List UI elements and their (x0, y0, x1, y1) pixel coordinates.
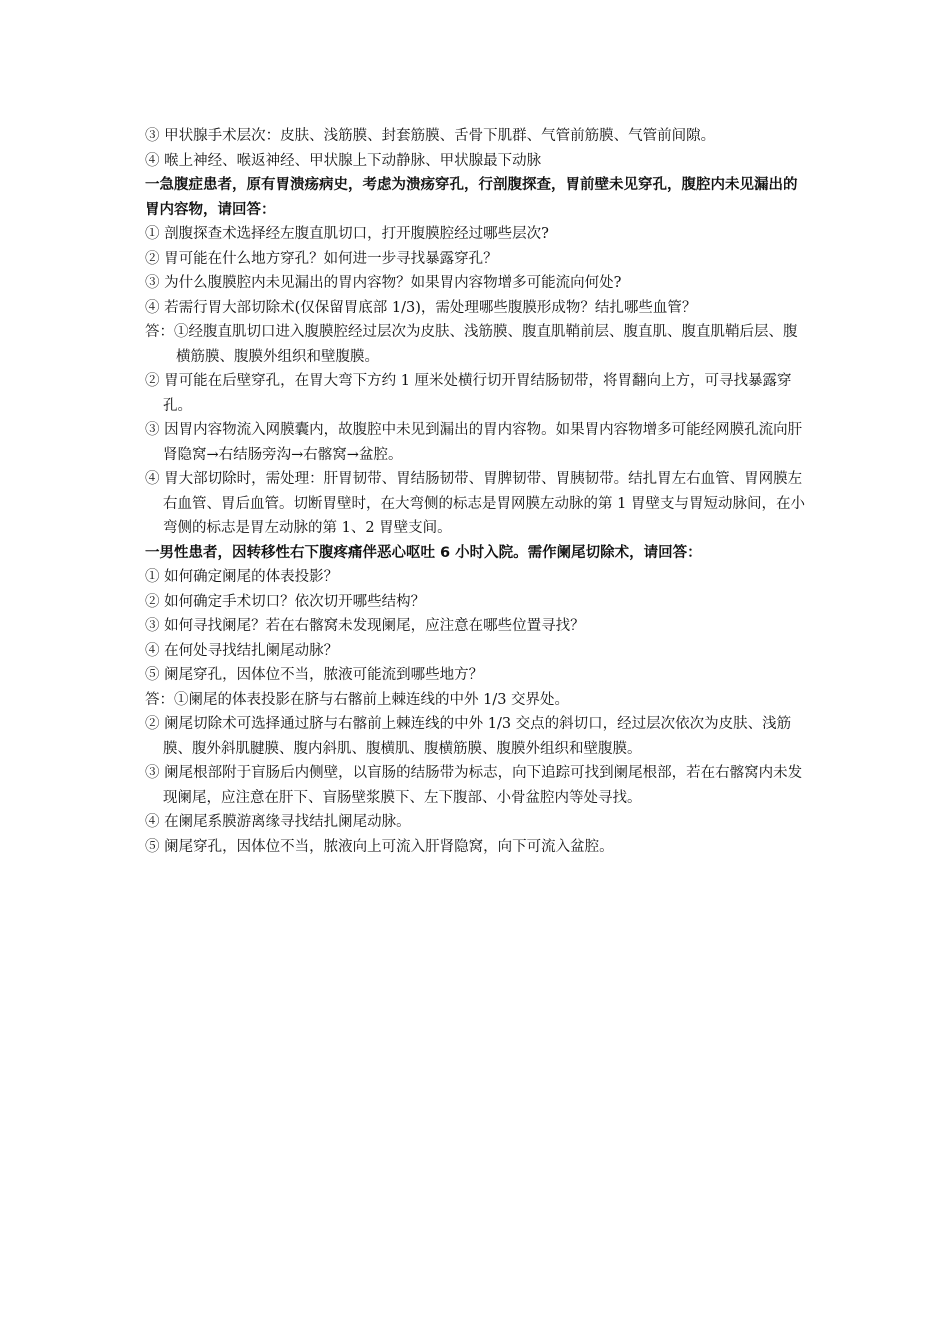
case1-question-2: ② 胃可能在什么地方穿孔？如何进一步寻找暴露穿孔？ (145, 250, 498, 267)
case2-answer-5: ⑤ 阑尾穿孔，因体位不当，脓液向上可流入肝肾隐窝，向下可流入盆腔。 (145, 838, 614, 855)
case2-answer-4: ④ 在阑尾系膜游离缘寻找结扎阑尾动脉。 (145, 814, 411, 830)
intro-item-3: ③ 甲状腺手术层次：皮肤、浅筋膜、封套筋膜、舌骨下肌群、气管前筋膜、气管前间隙。 (145, 128, 716, 144)
case1-answer-1: 答：①经腹直肌切口进入腹膜腔经过层次为皮肤、浅筋膜、腹直肌鞘前层、腹直肌、腹直肌鞘后层、腹横筋膜、腹膜外组织和壁腹膜。 (145, 324, 798, 365)
case1-question-3: ③ 为什么腹膜腔内未见漏出的胃内容物？如果胃内容物增多可能流向何处? (145, 275, 622, 291)
case1-answer-4: ④ 胃大部切除时，需处理：肝胃韧带、胃结肠韧带、胃脾韧带、胃胰韧带。结扎胃左右血管、胃网膜左右血管、胃后血管。切断胃壁时，在大弯侧的标志是胃网膜左动脉的第 1 胃壁支与胃短动脉间，在小弯侧的标志是胃左动脉的第 1、2 胃壁支间。 (145, 471, 805, 536)
case1-question-1: ① 剖腹探查术选择经左腹直肌切口，打开腹膜腔经过哪些层次? (145, 226, 549, 242)
document-page (145, 124, 810, 859)
case2-question-2: ② 如何确定手术切口？依次切开哪些结构？ (145, 593, 426, 610)
case1-question-4: ④ 若需行胃大部切除术(仅保留胃底部 1/3)，需处理哪些腹膜形成物？结扎哪些血管？ (145, 299, 697, 316)
case2-question-3: ③ 如何寻找阑尾？若在右髂窝未发现阑尾，应注意在哪些位置寻找？ (145, 618, 585, 634)
case2-question-1: ① 如何确定阑尾的体表投影？ (145, 569, 339, 585)
intro-item-4: ④ 喉上神经、喉返神经、甲状腺上下动静脉、甲状腺最下动脉 (145, 152, 542, 169)
case2-title: 一男性患者，因转移性右下腹疼痛伴恶心呕吐 6 小时入院。需作阑尾切除术，请回答： (145, 544, 702, 561)
case1-answer-2: ② 胃可能在后壁穿孔，在胃大弯下方约 1 厘米处横行切开胃结肠韧带，将胃翻向上方，可寻找暴露穿孔。 (145, 373, 792, 414)
case1-title: 一急腹症患者，原有胃溃疡病史，考虑为溃疡穿孔，行剖腹探查，胃前壁未见穿孔，腹腔内未见漏出的胃内容物，请回答： (145, 177, 798, 218)
case2-question-5: ⑤ 阑尾穿孔，因体位不当，脓液可能流到哪些地方？ (145, 667, 484, 683)
case1-answer-3: ③ 因胃内容物流入网膜囊内，故腹腔中未见到漏出的胃内容物。如果胃内容物增多可能经网膜孔流向肝肾隐窝→右结肠旁沟→右髂窝→盆腔。 (145, 422, 803, 463)
case2-answer-1: 答：①阑尾的体表投影在脐与右髂前上棘连线的中外 1/3 交界处。 (145, 691, 570, 708)
case2-answer-3: ③ 阑尾根部附于盲肠后内侧壁，以盲肠的结肠带为标志，向下追踪可找到阑尾根部，若在右髂窝内未发现阑尾，应注意在肝下、盲肠壁浆膜下、左下腹部、小骨盆腔内等处寻找。 (145, 765, 803, 806)
case2-answer-2: ② 阑尾切除术可选择通过脐与右髂前上棘连线的中外 1/3 交点的斜切口，经过层次依次为皮肤、浅筋膜、腹外斜肌腱膜、腹内斜肌、腹横肌、腹横筋膜、腹膜外组织和壁腹膜。 (145, 716, 792, 757)
case2-question-4: ④ 在何处寻找结扎阑尾动脉？ (145, 642, 339, 659)
